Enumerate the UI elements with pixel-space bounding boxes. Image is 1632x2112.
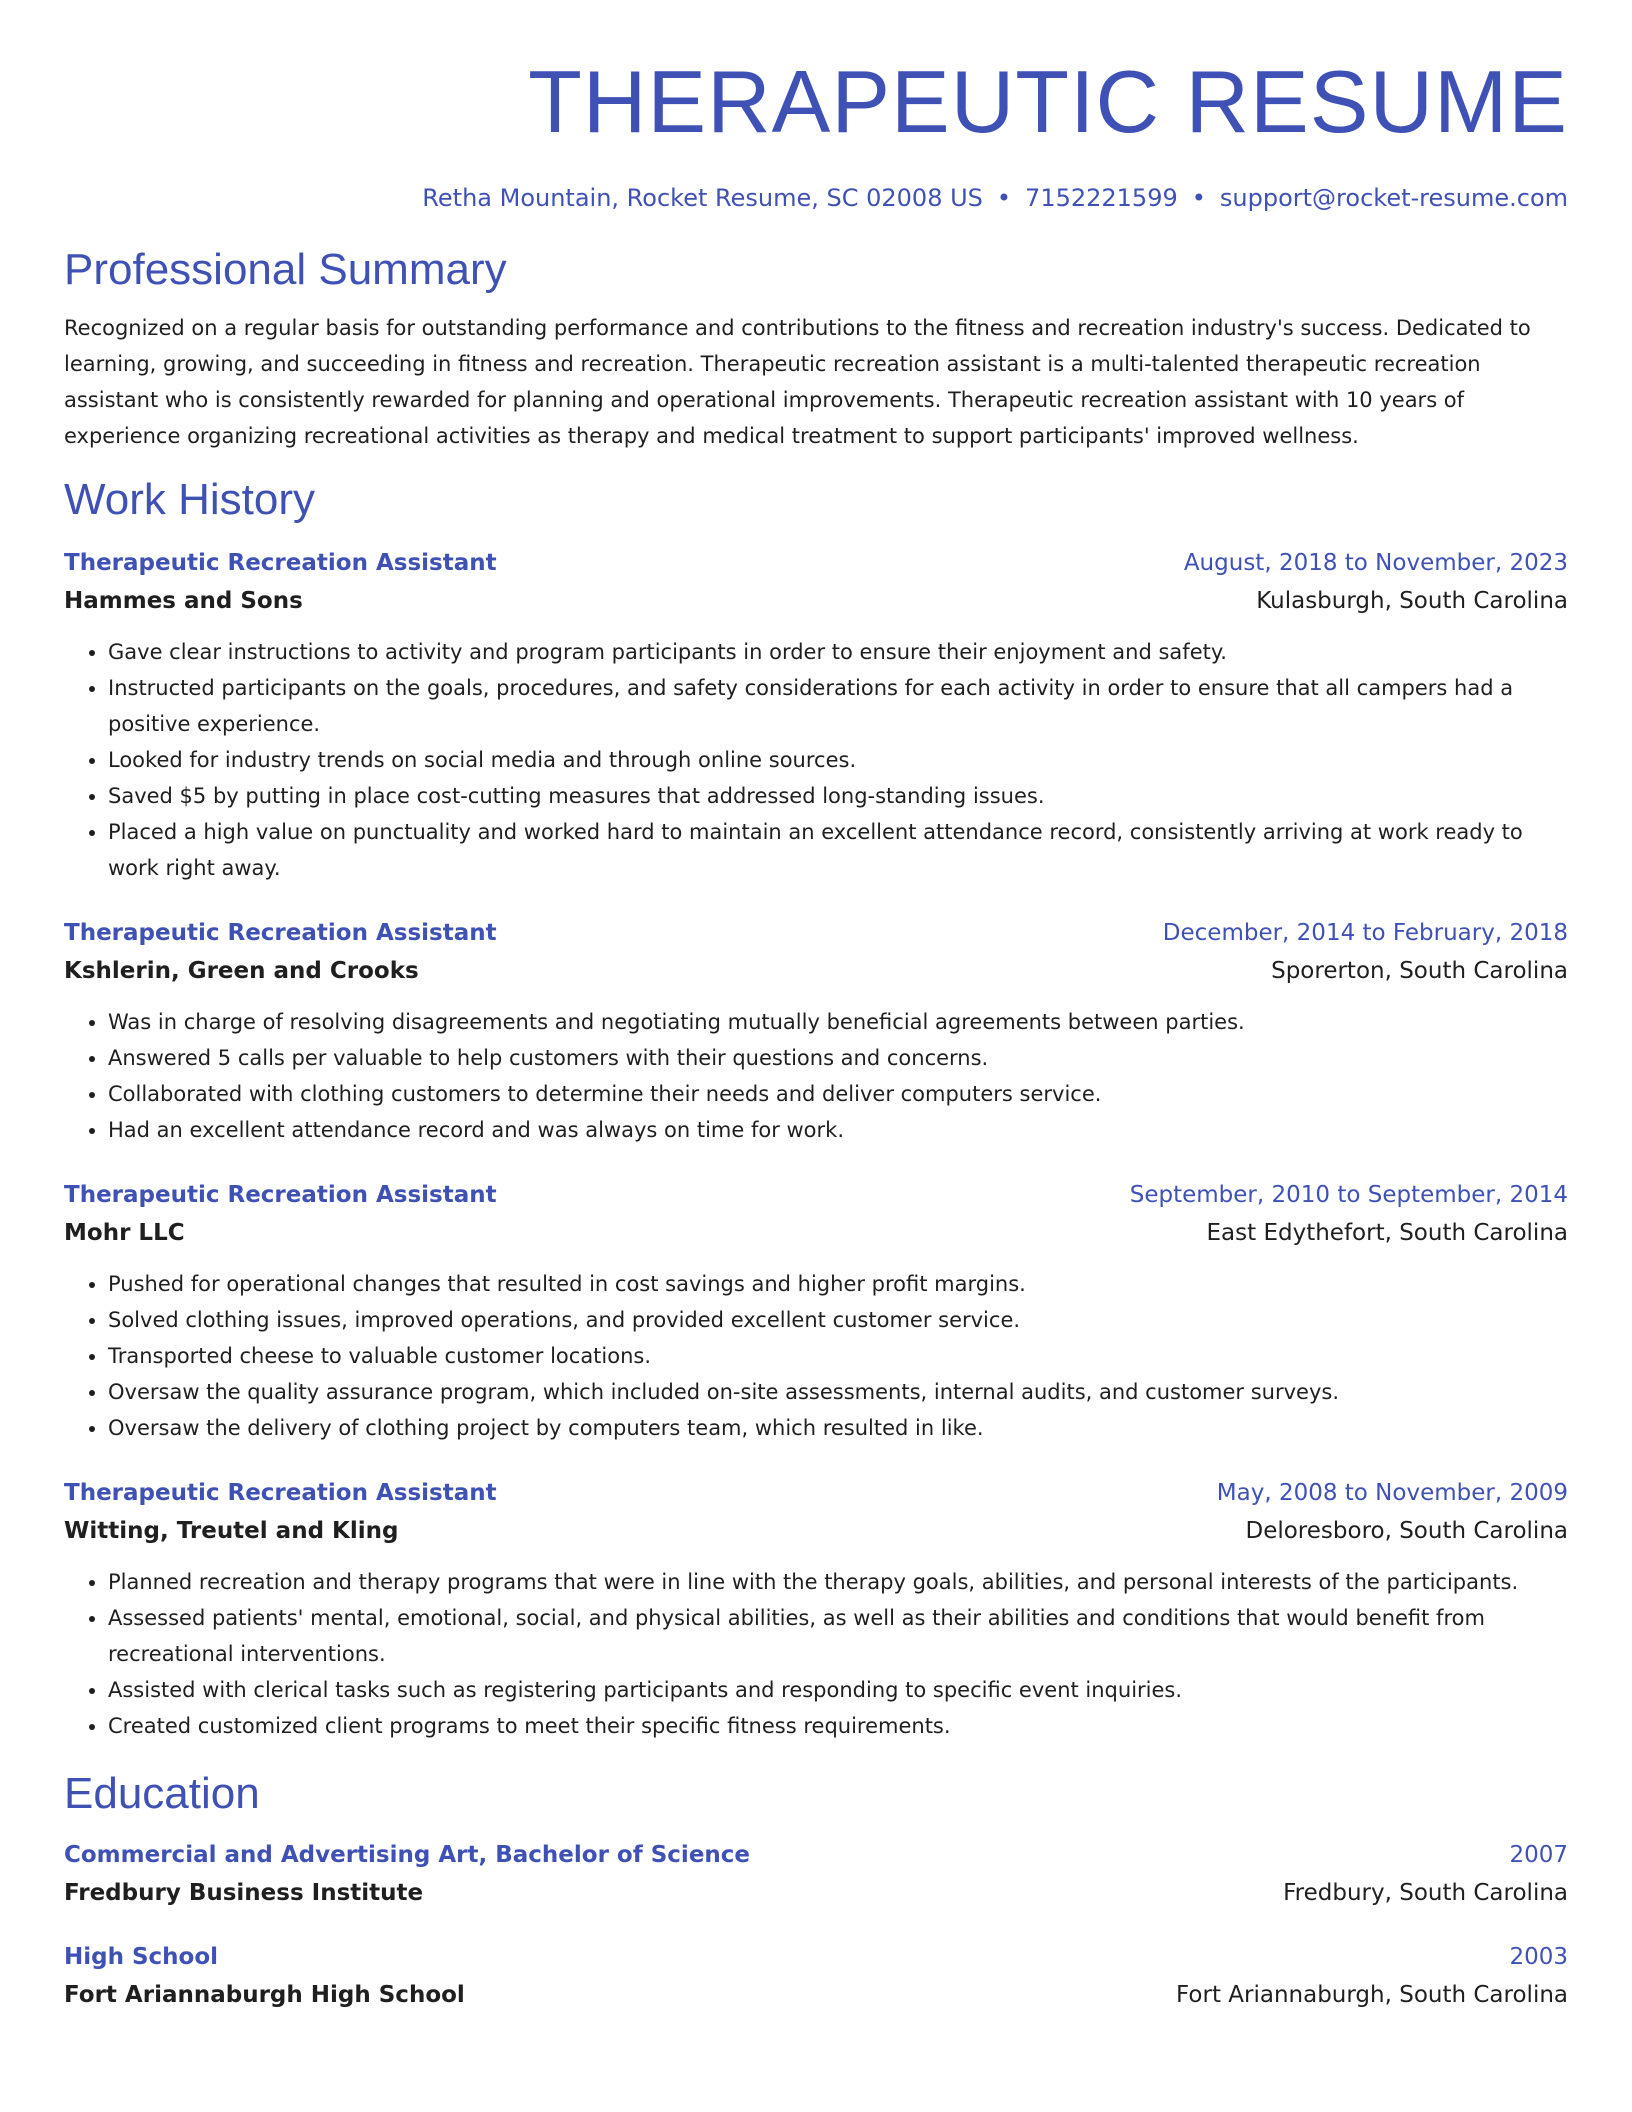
education-heading: Education (64, 1769, 260, 1818)
job-entry (64, 544, 1568, 886)
job-bullet: • Was in charge of resolving disagreements and negotiating mutually beneficial agreements between parties. (108, 1004, 1568, 1040)
contact-line (64, 182, 1568, 214)
job-bullet: • Collaborated with clothing customers to determine their needs and deliver computers service. (108, 1076, 1568, 1112)
job-company: Kshlerin, Green and Crooks (64, 958, 419, 984)
job-role: Therapeutic Recreation Assistant (64, 1480, 497, 1506)
job-bullet: • Solved clothing issues, improved operations, and provided excellent customer service. (108, 1302, 1568, 1338)
education-entry (64, 1938, 1568, 2014)
job-bullet-list (64, 1266, 1568, 1446)
job-location: Sporerton, South Carolina (1271, 958, 1568, 984)
education-year: 2003 (1509, 1944, 1568, 1970)
contact-email[interactable]: support@rocket-resume.com (1219, 184, 1568, 212)
summary-text: Recognized on a regular basis for outstanding performance and contributions to the fitness and recreation industry's success. Dedicated to learning, growing, and succeeding in fitness and recreation. Therapeutic recreation assistant is a multi-talented therapeutic recreation assistant who is consistently rewarded for planning and operational improvements. Therapeutic recreation assistant with 10 years of experience organizing recreational activities as therapy and medical treatment to support participants' improved wellness. (64, 316, 1531, 448)
contact-phone[interactable]: 7152221599 (1025, 184, 1178, 212)
education-location: Fredbury, South Carolina (1283, 1880, 1568, 1906)
job-bullet: • Oversaw the quality assurance program, which included on-site assessments, internal audits, and customer surveys. (108, 1374, 1568, 1410)
education-school: Fredbury Business Institute (64, 1880, 424, 1906)
job-dates: August, 2018 to November, 2023 (1183, 550, 1568, 576)
contact-separator: • (1191, 184, 1206, 212)
education-location: Fort Ariannaburgh, South Carolina (1176, 1982, 1568, 2008)
job-bullet: • Saved $5 by putting in place cost-cutting measures that addressed long-standing issues. (108, 778, 1568, 814)
education-year: 2007 (1509, 1842, 1568, 1868)
job-bullet: • Placed a high value on punctuality and worked hard to maintain an excellent attendance record, consistently arriving at work ready to work right away. (108, 814, 1568, 886)
job-bullet: • Created customized client programs to meet their specific fitness requirements. (108, 1708, 1568, 1744)
job-dates: September, 2010 to September, 2014 (1129, 1182, 1568, 1208)
education-degree: High School (64, 1944, 219, 1970)
education-school: Fort Ariannaburgh High School (64, 1982, 465, 2008)
job-role: Therapeutic Recreation Assistant (64, 920, 497, 946)
job-bullet-list (64, 634, 1568, 886)
job-role: Therapeutic Recreation Assistant (64, 1182, 497, 1208)
job-bullet: • Looked for industry trends on social media and through online sources. (108, 742, 1568, 778)
job-bullet: • Instructed participants on the goals, procedures, and safety considerations for each activity in order to ensure that all campers had a positive experience. (108, 670, 1568, 742)
job-bullet: • Assessed patients' mental, emotional, social, and physical abilities, as well as their abilities and conditions that would benefit from recreational interventions. (108, 1600, 1568, 1672)
job-dates: May, 2008 to November, 2009 (1216, 1480, 1568, 1506)
job-bullet: • Oversaw the delivery of clothing project by computers team, which resulted in like. (108, 1410, 1568, 1446)
job-company: Mohr LLC (64, 1220, 185, 1246)
job-bullet-list (64, 1004, 1568, 1148)
education-entry (64, 1836, 1568, 1912)
job-bullet: • Had an excellent attendance record and was always on time for work. (108, 1112, 1568, 1148)
job-role: Therapeutic Recreation Assistant (64, 550, 497, 576)
job-location: East Edythefort, South Carolina (1206, 1220, 1568, 1246)
job-location: Kulasburgh, South Carolina (1256, 588, 1568, 614)
job-bullet-list (64, 1564, 1568, 1744)
job-entry (64, 914, 1568, 1148)
resume-page (64, 0, 1568, 2014)
job-bullet: • Pushed for operational changes that resulted in cost savings and higher profit margins. (108, 1266, 1568, 1302)
education-degree: Commercial and Advertising Art, Bachelor of Science (64, 1842, 751, 1868)
job-bullet: • Answered 5 calls per valuable to help customers with their questions and concerns. (108, 1040, 1568, 1076)
job-company: Hammes and Sons (64, 588, 303, 614)
job-bullet: • Transported cheese to valuable customer locations. (108, 1338, 1568, 1374)
job-bullet: • Assisted with clerical tasks such as registering participants and responding to specific event inquiries. (108, 1672, 1568, 1708)
job-bullet: • Gave clear instructions to activity and program participants in order to ensure their enjoyment and safety. (108, 634, 1568, 670)
job-company: Witting, Treutel and Kling (64, 1518, 399, 1544)
work-history-heading: Work History (64, 475, 315, 524)
job-entry (64, 1176, 1568, 1446)
job-entry (64, 1474, 1568, 1744)
contact-address: Retha Mountain, Rocket Resume, SC 02008 US (422, 184, 983, 212)
contact-separator: • (996, 184, 1012, 212)
page-title: THERAPEUTIC RESUME (528, 52, 1568, 151)
job-bullet: • Planned recreation and therapy programs that were in line with the therapy goals, abilities, and personal interests of the participants. (108, 1564, 1568, 1600)
job-location: Deloresboro, South Carolina (1245, 1518, 1568, 1544)
job-dates: December, 2014 to February, 2018 (1162, 920, 1568, 946)
resume-header (64, 0, 1568, 214)
summary-heading: Professional Summary (64, 245, 507, 294)
